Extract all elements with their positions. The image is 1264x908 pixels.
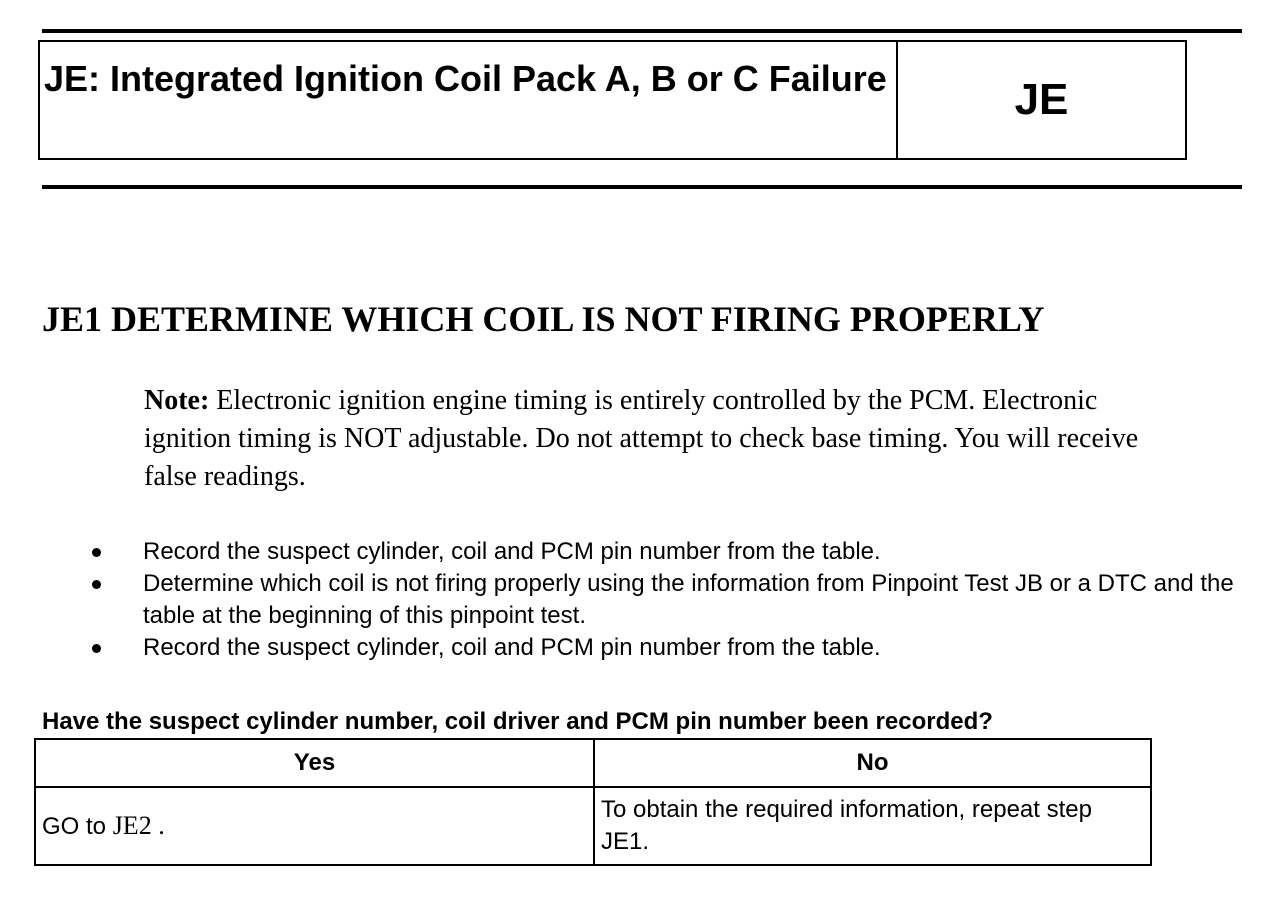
page-title: JE: Integrated Ignition Coil Pack A, B or C Failure bbox=[40, 42, 898, 158]
note-label: Note: bbox=[144, 385, 210, 416]
list-item bbox=[88, 632, 1248, 664]
bullet-icon bbox=[92, 548, 101, 557]
note bbox=[144, 382, 1174, 496]
list-item-text: Record the suspect cylinder, coil and PCM pin number from the table. bbox=[143, 538, 881, 565]
step-heading: JE1 DETERMINE WHICH COIL IS NOT FIRING PROPERLY bbox=[42, 299, 1045, 339]
table-header-row bbox=[35, 739, 1151, 787]
yes-action-prefix: GO to bbox=[42, 812, 113, 840]
section-code: JE bbox=[1014, 75, 1069, 124]
yes-action-cell bbox=[35, 787, 594, 865]
list-item bbox=[88, 568, 1248, 632]
no-header: No bbox=[594, 739, 1151, 787]
bullet-icon bbox=[92, 644, 101, 653]
table-row bbox=[35, 787, 1151, 865]
list-item bbox=[88, 536, 1248, 568]
header-box bbox=[38, 40, 1187, 160]
decision-question: Have the suspect cylinder number, coil driver and PCM pin number been recorded? bbox=[42, 708, 993, 735]
list-item-text: Record the suspect cylinder, coil and PCM pin number from the table. bbox=[143, 634, 881, 661]
no-action-cell: To obtain the required information, repeat step JE1. bbox=[594, 787, 1151, 865]
yes-header: Yes bbox=[35, 739, 594, 787]
note-text: Electronic ignition engine timing is entirely controlled by the PCM. Electronic ignition timing is NOT adjustable. Do not attempt to check base timing. You will receive false readings. bbox=[144, 385, 1139, 492]
instruction-list bbox=[88, 536, 1248, 664]
je2-step-link[interactable]: JE2 . bbox=[112, 810, 165, 840]
list-item-text: Determine which coil is not firing properly using the information from Pinpoint Test JB or a DTC and the table at the beginning of this pinpoint test. bbox=[143, 570, 1234, 629]
decision-table bbox=[34, 738, 1152, 866]
bullet-icon bbox=[92, 580, 101, 589]
top-rule bbox=[42, 29, 1242, 33]
bottom-rule bbox=[42, 185, 1242, 189]
